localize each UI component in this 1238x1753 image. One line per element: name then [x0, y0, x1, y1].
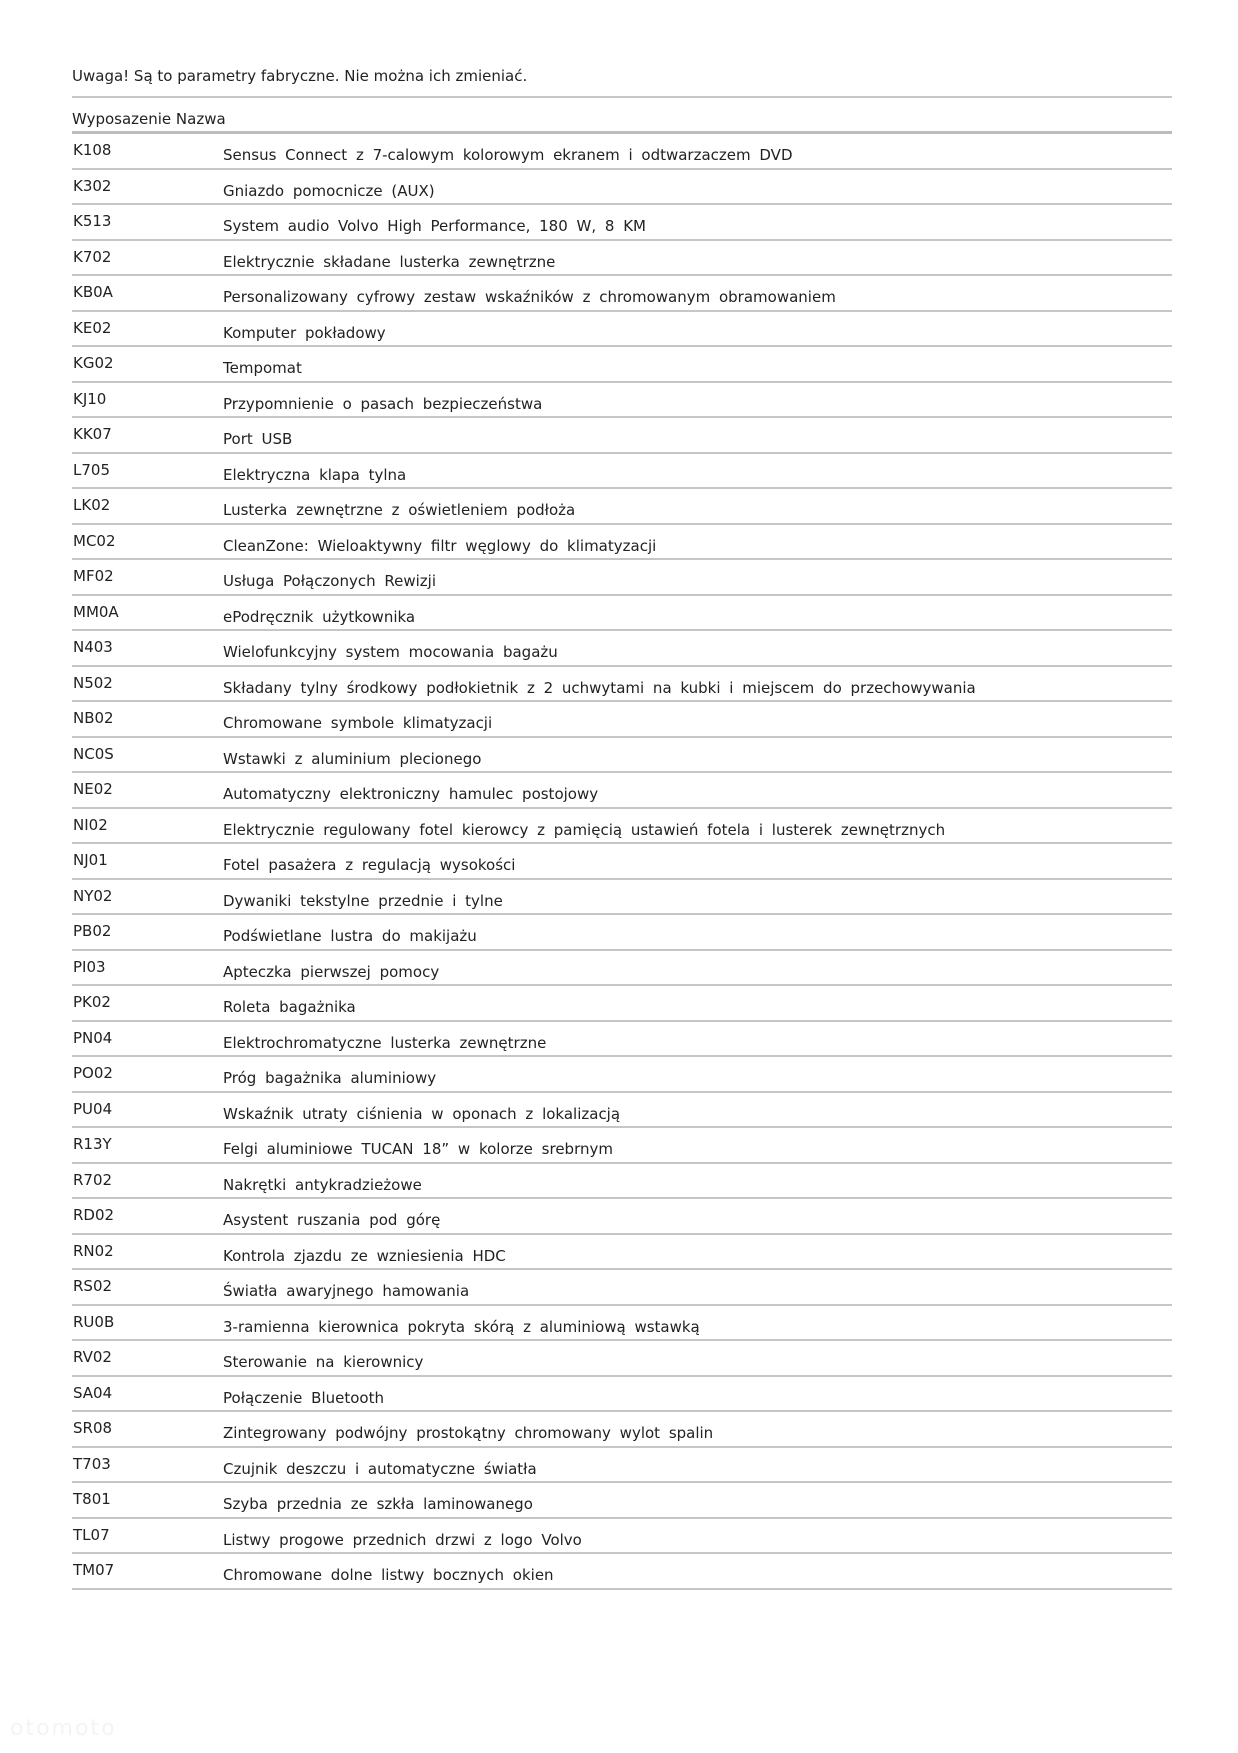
- equipment-name: Dywaniki tekstylne przednie i tylne: [223, 891, 503, 910]
- equipment-name: Automatyczny elektroniczny hamulec postojowy: [223, 785, 599, 803]
- equipment-name: Światła awaryjnego hamowania: [223, 1282, 470, 1300]
- table-row: [72, 276, 1172, 312]
- table-row: [72, 844, 1172, 880]
- equipment-name: Asystent ruszania pod górę: [223, 1211, 441, 1229]
- document-page: [72, 66, 1172, 1590]
- equipment-name: Sensus Connect z 7-calowym kolorowym ekranem i odtwarzaczem DVD: [223, 146, 793, 164]
- table-row: [72, 312, 1172, 348]
- table-row: [72, 1128, 1172, 1164]
- equipment-code: KE02: [73, 318, 112, 337]
- table-row: [72, 1519, 1172, 1555]
- equipment-code: MF02: [73, 567, 114, 585]
- table-header: Wyposazenie Nazwa: [72, 98, 1172, 134]
- table-row: [72, 880, 1172, 916]
- table-row: [72, 596, 1172, 632]
- table-row: [72, 1341, 1172, 1377]
- equipment-name: Podświetlane lustra do makijażu: [223, 927, 477, 945]
- watermark-logo: otomoto: [10, 1716, 117, 1741]
- equipment-name: Zintegrowany podwójny prostokątny chromowany wylot spalin: [223, 1424, 714, 1442]
- equipment-name: Próg bagażnika aluminiowy: [223, 1069, 437, 1087]
- equipment-code: T703: [73, 1454, 111, 1473]
- equipment-name: Tempomat: [223, 359, 302, 377]
- equipment-code: KB0A: [73, 283, 113, 301]
- equipment-code: NB02: [73, 709, 114, 727]
- table-row: [72, 383, 1172, 419]
- table-row: [72, 702, 1172, 738]
- table-row: [72, 1022, 1172, 1058]
- table-row: [72, 1448, 1172, 1484]
- table-row: [72, 738, 1172, 774]
- equipment-code: PI03: [73, 957, 106, 976]
- equipment-name: Składany tylny środkowy podłokietnik z 2 uchwytami na kubki i miejscem do przechowywania: [223, 678, 976, 697]
- equipment-code: SR08: [73, 1419, 113, 1437]
- equipment-name: Elektryczna klapa tylna: [223, 465, 407, 484]
- equipment-name: Nakrętki antykradzieżowe: [223, 1175, 422, 1194]
- table-row: [72, 773, 1172, 809]
- equipment-name: Elektrycznie regulowany fotel kierowcy z pamięcią ustawień fotela i lusterek zewnętrznych: [223, 820, 946, 839]
- equipment-name: Szyba przednia ze szkła laminowanego: [223, 1495, 533, 1513]
- table-row: [72, 1306, 1172, 1342]
- equipment-code: PU04: [73, 1099, 113, 1118]
- equipment-code: K108: [73, 141, 112, 159]
- table-row: [72, 809, 1172, 845]
- table-row: [72, 1377, 1172, 1413]
- equipment-name: 3-ramienna kierownica pokryta skórą z aluminiową wstawką: [223, 1317, 700, 1336]
- equipment-code: NI02: [73, 815, 108, 834]
- equipment-code: N403: [73, 638, 113, 656]
- equipment-name: Elektrochromatyczne lusterka zewnętrzne: [223, 1033, 547, 1052]
- equipment-code: NY02: [73, 886, 113, 905]
- equipment-code: PB02: [73, 922, 112, 940]
- table-row: [72, 454, 1172, 490]
- equipment-code: R13Y: [73, 1135, 112, 1153]
- table-row: [72, 1057, 1172, 1093]
- equipment-name: Komputer pokładowy: [223, 323, 386, 342]
- equipment-name: Lusterka zewnętrzne z oświetleniem podłoża: [223, 501, 576, 519]
- equipment-name: Apteczka pierwszej pomocy: [223, 962, 440, 981]
- equipment-code: MC02: [73, 531, 116, 550]
- equipment-code: KK07: [73, 425, 112, 443]
- equipment-name: Kontrola zjazdu ze wzniesienia HDC: [223, 1246, 506, 1265]
- equipment-code: NC0S: [73, 744, 114, 763]
- table-row: [72, 134, 1172, 170]
- equipment-name: Przypomnienie o pasach bezpieczeństwa: [223, 394, 543, 413]
- equipment-name: Roleta bagażnika: [223, 998, 356, 1016]
- equipment-name: Chromowane symbole klimatyzacji: [223, 714, 493, 732]
- equipment-name: Personalizowany cyfrowy zestaw wskaźników z chromowanym obramowaniem: [223, 288, 836, 306]
- table-row: [72, 1412, 1172, 1448]
- equipment-name: Wstawki z aluminium plecionego: [223, 749, 482, 768]
- equipment-name: Chromowane dolne listwy bocznych okien: [223, 1566, 554, 1584]
- equipment-code: KG02: [73, 354, 114, 372]
- equipment-code: PK02: [73, 993, 111, 1011]
- equipment-code: SA04: [73, 1383, 113, 1402]
- equipment-name: Czujnik deszczu i automatyczne światła: [223, 1459, 537, 1478]
- equipment-name: Wskaźnik utraty ciśnienia w oponach z lokalizacją: [223, 1104, 621, 1123]
- equipment-name: Wielofunkcyjny system mocowania bagażu: [223, 643, 558, 661]
- table-row: [72, 1270, 1172, 1306]
- equipment-name: Port USB: [223, 430, 293, 448]
- equipment-name: Sterowanie na kierownicy: [223, 1353, 424, 1371]
- equipment-code: N502: [73, 673, 113, 692]
- equipment-code: RN02: [73, 1241, 114, 1260]
- equipment-name: CleanZone: Wieloaktywny filtr węglowy do klimatyzacji: [223, 536, 657, 555]
- equipment-code: KJ10: [73, 389, 107, 408]
- equipment-name: System audio Volvo High Performance, 180 W, 8 KM: [223, 217, 646, 235]
- equipment-code: K513: [73, 212, 112, 230]
- equipment-code: R702: [73, 1170, 113, 1189]
- table-row: [72, 1164, 1172, 1200]
- equipment-name: Elektrycznie składane lusterka zewnętrzne: [223, 252, 556, 271]
- table-row: [72, 489, 1172, 525]
- equipment-code: K302: [73, 176, 112, 195]
- table-row: [72, 1554, 1172, 1590]
- equipment-code: PN04: [73, 1028, 113, 1047]
- factory-notice: Uwaga! Są to parametry fabryczne. Nie można ich zmieniać.: [72, 66, 1172, 98]
- equipment-name: ePodręcznik użytkownika: [223, 607, 416, 626]
- table-row: [72, 667, 1172, 703]
- equipment-name: Gniazdo pomocnicze (AUX): [223, 181, 435, 200]
- equipment-code: RV02: [73, 1348, 112, 1366]
- table-row: [72, 170, 1172, 206]
- table-row: [72, 951, 1172, 987]
- table-row: [72, 1483, 1172, 1519]
- equipment-name: Usługa Połączonych Rewizji: [223, 572, 437, 590]
- equipment-code: TL07: [73, 1525, 110, 1544]
- equipment-code: NJ01: [73, 851, 108, 869]
- table-row: [72, 205, 1172, 241]
- table-row: [72, 1235, 1172, 1271]
- equipment-code: L705: [73, 460, 110, 479]
- equipment-code: PO02: [73, 1064, 113, 1082]
- equipment-code: TM07: [73, 1561, 115, 1579]
- equipment-code: RD02: [73, 1206, 115, 1224]
- equipment-table: [72, 134, 1172, 1590]
- equipment-code: T801: [73, 1490, 111, 1508]
- equipment-code: RU0B: [73, 1312, 115, 1331]
- equipment-code: RS02: [73, 1277, 113, 1295]
- table-row: [72, 631, 1172, 667]
- table-row: [72, 418, 1172, 454]
- equipment-name: Listwy progowe przednich drzwi z logo Volvo: [223, 1530, 582, 1549]
- equipment-code: LK02: [73, 496, 111, 514]
- table-row: [72, 241, 1172, 277]
- table-row: [72, 525, 1172, 561]
- equipment-code: K702: [73, 247, 112, 266]
- table-row: [72, 915, 1172, 951]
- equipment-name: Fotel pasażera z regulacją wysokości: [223, 856, 516, 874]
- equipment-name: Felgi aluminiowe TUCAN 18” w kolorze srebrnym: [223, 1140, 613, 1158]
- table-row: [72, 1093, 1172, 1129]
- table-row: [72, 1199, 1172, 1235]
- equipment-code: NE02: [73, 780, 113, 798]
- table-row: [72, 347, 1172, 383]
- equipment-name: Połączenie Bluetooth: [223, 1388, 384, 1407]
- table-row: [72, 560, 1172, 596]
- equipment-code: MM0A: [73, 602, 119, 621]
- table-row: [72, 986, 1172, 1022]
